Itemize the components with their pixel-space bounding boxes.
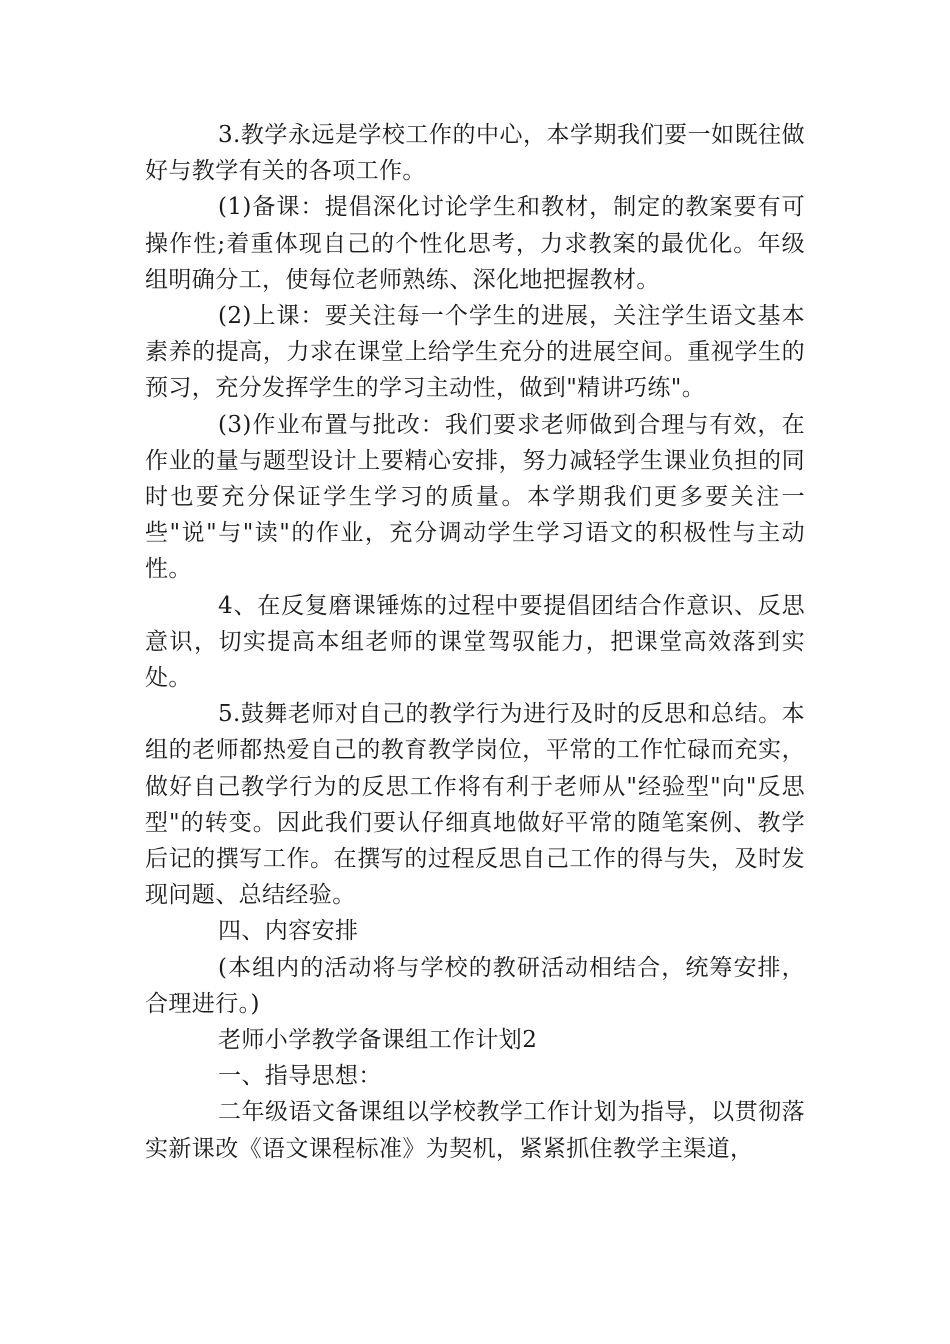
document-body xyxy=(145,117,805,1167)
paragraph-lesson-prep: (1)备课：提倡深化讨论学生和教材，制定的教案要有可操作性;着重体现自己的个性化思考，力求教案的最优化。年级组明确分工，使每位老师熟练、深化地把握教材。 xyxy=(145,194,805,293)
paragraph-guiding: 二年级语文备课组以学校教学工作计划为指导，以贯彻落实新课改《语文课程标准》为契机，紧紧抓住教学主渠道， xyxy=(145,1099,805,1162)
section-heading-content: 四、内容安排 xyxy=(218,918,359,945)
section-heading-guiding: 一、指导思想： xyxy=(218,1063,382,1090)
paragraph-teaching-center: 3.教学永远是学校工作的中心，本学期我们要一如既往做好与教学有关的各项工作。 xyxy=(145,122,805,185)
paragraph-class: (2)上课：要关注每一个学生的进展，关注学生语文基本素养的提高，力求在课堂上给学生充分的进展空间。重视学生的预习，充分发挥学生的学习主动性，做到"精讲巧练"。 xyxy=(145,303,805,402)
paragraph-homework: (3)作业布置与批改：我们要求老师做到合理与有效，在作业的量与题型设计上要精心安排，努力减轻学生课业负担的同时也要充分保证学生学习的质量。本学期我们更多要关注一些"说"与"读"的作业，充分调动学生学习语文的积极性与主动性。 xyxy=(145,411,805,583)
paragraph-reflection: 5.鼓舞老师对自己的教学行为进行及时的反思和总结。本组的老师都热爱自己的教育教学岗位，平常的工作忙碌而充实，做好自己教学行为的反思工作将有利于老师从"经验型"向"反思型"的转变。因此我们要认仔细真地做好平常的随笔案例、教学后记的撰写工作。在撰写的过程反思自己工作的得与失，及时发现问题、总结经验。 xyxy=(145,701,805,909)
document-subtitle: 老师小学教学备课组工作计划2 xyxy=(218,1027,538,1054)
paragraph-lesson-polishing: 4、在反复磨课锤炼的过程中要提倡团结合作意识、反思意识，切实提高本组老师的课堂驾驭能力，把课堂高效落到实处。 xyxy=(145,592,805,692)
paragraph-content-note: (本组内的活动将与学校的教研活动相结合，统筹安排，合理进行。) xyxy=(145,954,805,1017)
